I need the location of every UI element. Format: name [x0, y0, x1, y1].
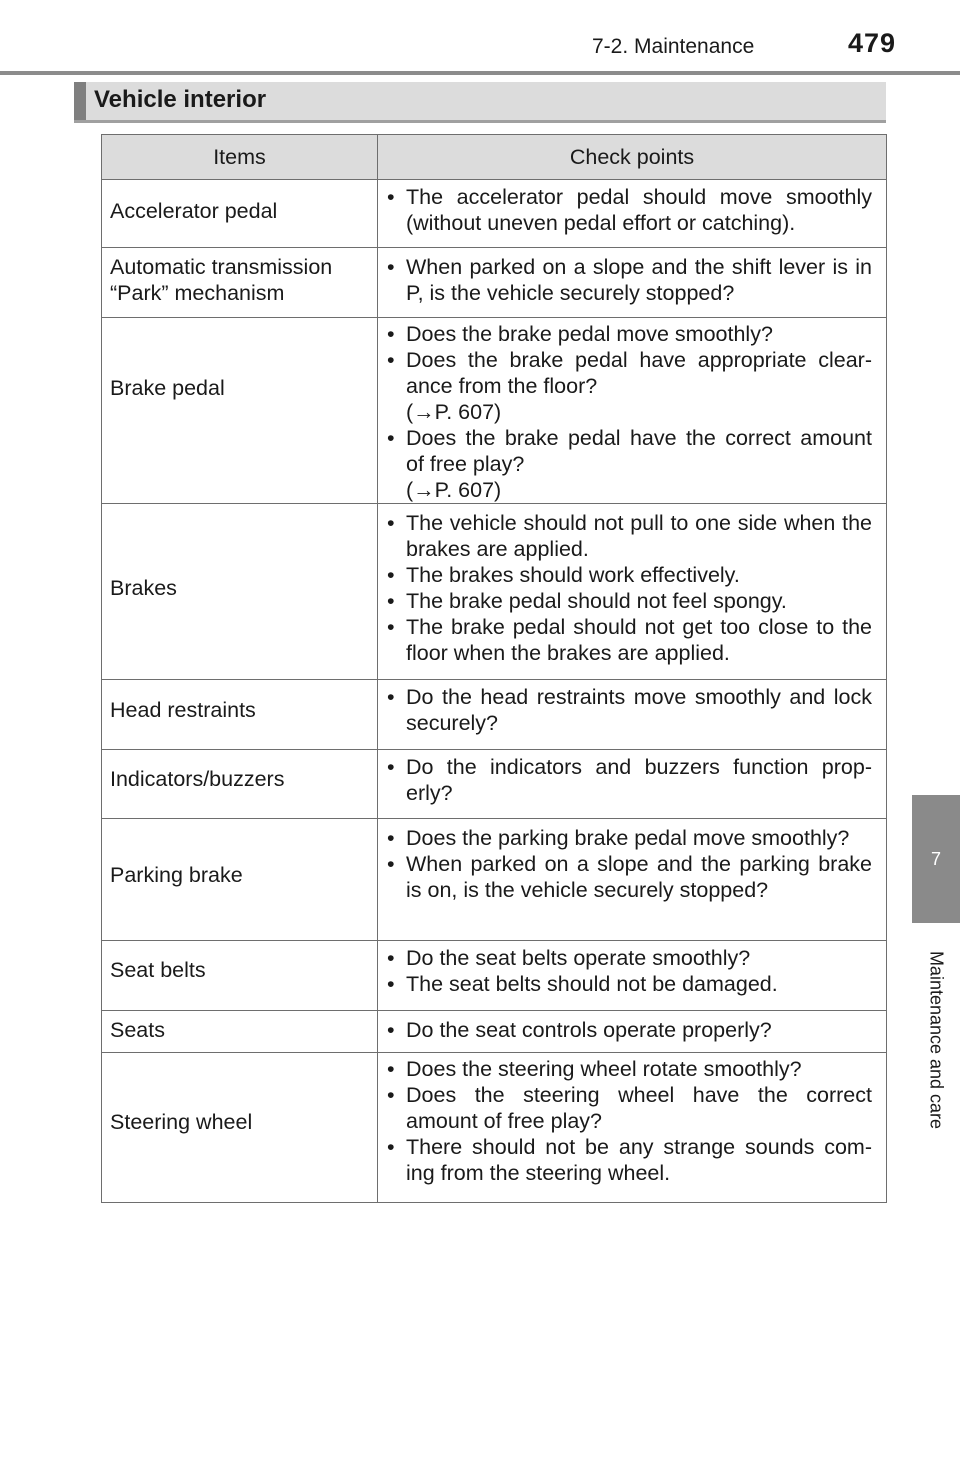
check-points-cell — [378, 318, 887, 504]
check-points-cell — [378, 1011, 887, 1053]
check-point-text: Do the seat belts operate smoothly? — [406, 946, 751, 970]
check-point-text: Does the steering wheel rotate smoothly? — [406, 1057, 802, 1081]
check-point-list — [386, 825, 872, 903]
item-cell: Seat belts — [102, 941, 378, 1011]
check-point-text: The vehicle should not pull to one side when the brakes are applied. — [406, 511, 872, 561]
check-point — [386, 425, 872, 503]
table-row — [102, 318, 887, 504]
check-point-list — [386, 1017, 872, 1043]
check-point — [386, 347, 872, 425]
check-point — [386, 321, 872, 347]
check-point-text: Does the brake pedal have appropriate clear-ance from the floor? — [406, 348, 872, 398]
check-point-text: Do the indicators and buzzers function prop-erly? — [406, 755, 872, 805]
running-header-section: 7-2. Maintenance — [592, 35, 755, 58]
check-point — [386, 562, 872, 588]
section-heading-accent — [74, 82, 86, 120]
check-point-text: The brake pedal should not get too close to the floor when the brakes are applied. — [406, 615, 872, 665]
check-point-text: Does the brake pedal move smoothly? — [406, 322, 773, 346]
header-check-points: Check points — [378, 135, 887, 180]
table-row — [102, 504, 887, 680]
table-row — [102, 180, 887, 248]
check-point-text: The brake pedal should not feel spongy. — [406, 589, 787, 613]
check-points-cell — [378, 680, 887, 750]
check-point-text: Does the brake pedal have the correct amount of free play? — [406, 426, 872, 476]
check-points-cell — [378, 1053, 887, 1203]
table-row — [102, 750, 887, 819]
table-row — [102, 1011, 887, 1053]
table-row — [102, 819, 887, 941]
item-cell: Seats — [102, 1011, 378, 1053]
item-cell: Automatic transmission “Park” mechanism — [102, 248, 378, 318]
item-cell: Parking brake — [102, 819, 378, 941]
table-row — [102, 680, 887, 750]
check-point — [386, 614, 872, 666]
check-point — [386, 588, 872, 614]
check-point — [386, 1056, 872, 1082]
table-row — [102, 941, 887, 1011]
section-heading-bar — [74, 82, 886, 123]
check-point — [386, 510, 872, 562]
check-point-text: When parked on a slope and the shift lever is in P, is the vehicle securely stopped? — [406, 255, 872, 305]
check-points-cell — [378, 941, 887, 1011]
item-cell: Brake pedal — [102, 318, 378, 504]
inspection-table — [101, 134, 887, 1203]
check-point — [386, 945, 872, 971]
check-point — [386, 851, 872, 903]
check-point-list — [386, 945, 872, 997]
check-point-text: Does the parking brake pedal move smoothly? — [406, 826, 850, 850]
check-point-list — [386, 184, 872, 236]
item-cell: Indicators/buzzers — [102, 750, 378, 819]
check-point — [386, 971, 872, 997]
check-points-cell — [378, 819, 887, 941]
check-point-list — [386, 510, 872, 666]
item-cell: Accelerator pedal — [102, 180, 378, 248]
item-cell: Brakes — [102, 504, 378, 680]
page-reference-link[interactable]: (→P. 607) — [406, 478, 502, 502]
header-divider — [0, 71, 960, 75]
check-points-cell — [378, 504, 887, 680]
check-point-list — [386, 254, 872, 306]
check-point — [386, 1082, 872, 1134]
table-row — [102, 1053, 887, 1203]
table-header-row — [102, 135, 887, 180]
check-point-text: The brakes should work effectively. — [406, 563, 740, 587]
check-point-text: When parked on a slope and the parking brake is on, is the vehicle securely stopped? — [406, 852, 872, 902]
chapter-tab[interactable] — [912, 795, 960, 923]
check-point — [386, 684, 872, 736]
check-points-cell — [378, 248, 887, 318]
check-point-text: Do the seat controls operate properly? — [406, 1018, 772, 1042]
check-point-list — [386, 321, 872, 503]
check-point-list — [386, 684, 872, 736]
check-point-text: There should not be any strange sounds com-ing from the steering wheel. — [406, 1135, 872, 1185]
check-point-text: Do the head restraints move smoothly and lock securely? — [406, 685, 872, 735]
table-row — [102, 248, 887, 318]
check-point-text: The accelerator pedal should move smoothly (without uneven pedal effort or catching). — [406, 185, 872, 235]
check-point — [386, 1017, 872, 1043]
chapter-number: 7 — [930, 848, 941, 869]
check-point — [386, 825, 872, 851]
table-body — [102, 180, 887, 1203]
check-point — [386, 254, 872, 306]
page-reference-link[interactable]: (→P. 607) — [406, 400, 502, 424]
check-point-text: Does the steering wheel have the correct amount of free play? — [406, 1083, 872, 1133]
check-point-list — [386, 1056, 872, 1186]
header-items: Items — [102, 135, 378, 180]
check-points-cell — [378, 750, 887, 819]
check-point — [386, 754, 872, 806]
check-point — [386, 184, 872, 236]
check-point — [386, 1134, 872, 1186]
page-number: 479 — [848, 28, 897, 58]
check-points-cell — [378, 180, 887, 248]
chapter-title-vertical: Maintenance and care — [926, 950, 947, 1130]
check-point-text: The seat belts should not be damaged. — [406, 972, 778, 996]
section-title: Vehicle interior — [94, 86, 267, 113]
item-cell: Steering wheel — [102, 1053, 378, 1203]
check-point-list — [386, 754, 872, 806]
item-cell: Head restraints — [102, 680, 378, 750]
